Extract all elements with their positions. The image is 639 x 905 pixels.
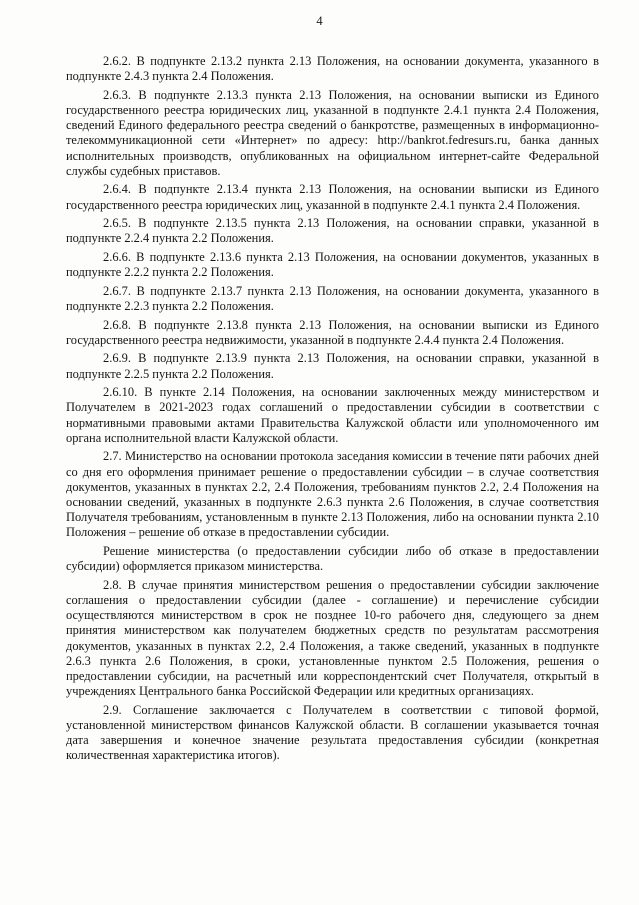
paragraph-2-6-9: 2.6.9. В подпункте 2.13.9 пункта 2.13 Положения, на основании справки, указанной в подпункте 2.2.5 пункта 2.2 Положения. [66,351,599,381]
paragraph-2-6-2: 2.6.2. В подпункте 2.13.2 пункта 2.13 Положения, на основании документа, указанного в подпункте 2.4.3 пункта 2.4 Положения. [66,54,599,84]
paragraph-2-6-7: 2.6.7. В подпункте 2.13.7 пункта 2.13 Положения, на основании документа, указанного в подпункте 2.2.3 пункта 2.2 Положения. [66,283,599,313]
paragraph-ministry-decision: Решение министерства (о предоставлении субсидии либо об отказе в предоставлении субсидии) оформляется приказом министерства. [66,544,599,574]
page-number: 4 [316,14,323,28]
paragraph-2-6-10: 2.6.10. В пункте 2.14 Положения, на основании заключенных между министерством и Получателем в 2021-2023 годах соглашений о предоставлении субсидии в соответствии с нормативными правовыми актами Правительства Калужской области или уполномоченного им органа исполнительной власти Калужской области. [66,385,599,445]
paragraph-2-7: 2.7. Министерство на основании протокола заседания комиссии в течение пяти рабочих дней со дня его оформления принимает решение о предоставлении субсидии – в случае соответствия документов, указанных в пунктах 2.2, 2.4 Положения, требованиям пунктов 2.2, 2.4 Положения на основании сведений, указанных в подпункте 2.6.3 пункта 2.6 Положения, в случае соответствия Получателя требованиям, установленным в пункте 2.13 Положения, либо на основании пункта 2.10 Положения – решение об отказе в предоставлении субсидии. [66,449,599,540]
paragraph-2-6-6: 2.6.6. В подпункте 2.13.6 пункта 2.13 Положения, на основании документов, указанных в подпункте 2.2.2 пункта 2.2 Положения. [66,250,599,280]
paragraph-2-9: 2.9. Соглашение заключается с Получателем в соответствии с типовой формой, установленной министерством финансов Калужской области. В соглашении указывается точная дата завершения и конечное значение результата предоставления субсидии (конкретная количественная характеристика итогов). [66,702,599,763]
paragraph-2-6-8: 2.6.8. В подпункте 2.13.8 пункта 2.13 Положения, на основании выписки из Единого государственного реестра недвижимости, указанной в подпункте 2.4.4 пункта 2.4 Положения. [66,317,599,347]
paragraph-2-6-5: 2.6.5. В подпункте 2.13.5 пункта 2.13 Положения, на основании справки, указанной в подпункте 2.2.4 пункта 2.2 Положения. [66,216,599,246]
paragraph-2-6-4: 2.6.4. В подпункте 2.13.4 пункта 2.13 Положения, на основании выписки из Единого государственного реестра юридических лиц, указанной в подпункте 2.4.1 пункта 2.4 Положения. [66,182,599,212]
paragraph-2-8: 2.8. В случае принятия министерством решения о предоставлении субсидии заключение соглашения о предоставлении субсидии (далее - соглашение) и перечисление субсидии осуществляются министерством в срок не позднее 10-го рабочего дня, следующего за днем принятия министерством как получателем бюджетных средств по результатам рассмотрения документов, указанных в пунктах 2.2, 2.4 Положения, а также сведений, указанных в подпункте 2.6.3 пункта 2.6 Положения, в сроки, установленные пунктом 2.5 Положения, решения о предоставлении субсидии, на расчетный или корреспондентский счет Получателя, открытый в учреждениях Центрального банка Российской Федерации или кредитных организациях. [66,577,599,699]
paragraph-2-6-3: 2.6.3. В подпункте 2.13.3 пункта 2.13 Положения, на основании выписки из Единого государственного реестра юридических лиц, указанной в подпункте 2.4.1 пункта 2.4 Положения, сведений Единого федерального реестра сведений о банкротстве, размещенных в информационно-телекоммуникационной сети «Интернет» по адресу: http://bankrot.fedresurs.ru, банка данных исполнительных производств, опубликованных на официальном интернет-сайте Федеральной службы судебных приставов. [66,87,599,178]
document-body [66,54,599,767]
